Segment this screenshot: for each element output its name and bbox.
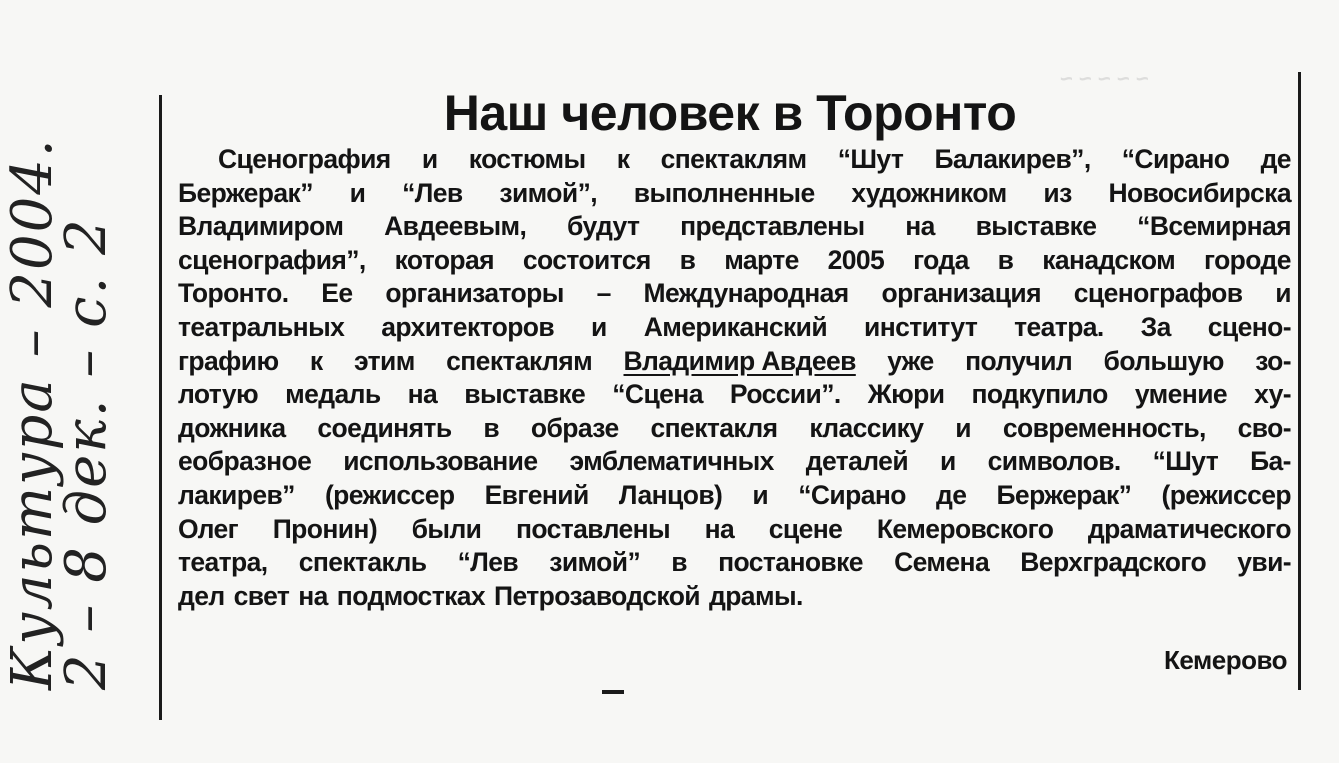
word: подкупило <box>971 379 1108 410</box>
body-line <box>178 546 1291 580</box>
word: “Шут <box>837 144 904 174</box>
word: (режиссер <box>324 479 455 510</box>
word: “Сирано <box>798 479 906 510</box>
word: Семена <box>894 547 990 578</box>
body-line <box>178 412 1291 446</box>
word: в <box>671 547 687 578</box>
body-line <box>178 177 1291 211</box>
bleed-through-text: ~ ~ ~ ~ ~ <box>1060 66 1149 91</box>
word: символов. <box>987 446 1121 477</box>
word: сценографов <box>1073 278 1243 309</box>
word: выполненные <box>633 177 815 208</box>
word: в <box>483 412 500 443</box>
word: на <box>905 211 935 242</box>
word: Ланцов) <box>618 479 723 510</box>
article-headline: Наш человек в Торонто <box>443 85 1017 141</box>
word: Американский <box>643 311 828 342</box>
body-line <box>178 445 1291 479</box>
word: организация <box>881 278 1041 309</box>
word: лотую <box>178 379 259 410</box>
word: За <box>1140 311 1171 342</box>
word: Пронин) <box>272 513 378 544</box>
word: и <box>1275 278 1291 309</box>
word: соединять <box>317 412 452 443</box>
word: Международная <box>643 278 849 309</box>
word: к <box>309 345 323 376</box>
word: медаль <box>285 379 381 410</box>
word: костюмы <box>468 144 586 174</box>
word: театра. <box>1014 311 1104 342</box>
word: большую <box>1103 345 1224 376</box>
word: “Сцена <box>612 379 703 410</box>
word: Балакирев”, <box>934 144 1091 174</box>
body-line <box>178 311 1291 345</box>
word: спектаклям <box>446 345 593 376</box>
word: архитекторов <box>381 311 555 342</box>
word: графию <box>178 345 279 376</box>
word: сцене <box>768 513 843 544</box>
body-line <box>178 479 1291 513</box>
word: к <box>616 144 630 174</box>
word: театральных <box>178 311 345 342</box>
word: Олег <box>178 513 239 544</box>
right-column-rule <box>1298 72 1301 690</box>
word: будут <box>567 211 640 242</box>
word: в <box>997 244 1014 275</box>
body-line <box>178 345 1291 379</box>
word: Новосибирска <box>1108 177 1291 208</box>
word: выставке <box>464 379 586 410</box>
word: России”. <box>729 379 841 410</box>
body-line <box>178 580 1291 614</box>
word: сценография”, <box>178 244 366 275</box>
word: Петрозаводской <box>494 580 700 611</box>
word: дожника <box>178 412 286 443</box>
word: и <box>349 177 366 208</box>
word: марте <box>724 244 799 275</box>
handwritten-note <box>0 70 119 690</box>
word: Бержерак” <box>996 479 1132 510</box>
word: состоится <box>522 244 651 275</box>
word: дел <box>178 580 225 611</box>
word: Кемеровского <box>876 513 1054 544</box>
word: ху- <box>1254 379 1291 410</box>
word: еобразное <box>178 446 312 477</box>
word: свет <box>233 580 290 611</box>
article-body <box>178 143 1291 613</box>
word: использование <box>343 446 538 477</box>
word: которая <box>394 244 495 275</box>
word: этим <box>353 345 415 376</box>
word: театра, <box>178 547 268 578</box>
word: и <box>421 144 438 174</box>
body-line <box>178 513 1291 547</box>
word: и <box>752 479 769 510</box>
word: городе <box>1204 244 1291 275</box>
body-line <box>178 378 1291 412</box>
body-line <box>178 277 1291 311</box>
word: и <box>939 446 956 477</box>
word: (режиссер <box>1161 479 1291 510</box>
article-signature: Кемерово <box>1164 645 1287 675</box>
word: представлены <box>680 211 865 242</box>
word: “Лев <box>402 177 463 208</box>
word: лакирев” <box>178 479 295 510</box>
word: из <box>1043 177 1072 208</box>
word: организаторы <box>385 278 564 309</box>
word: сво- <box>1237 412 1291 443</box>
word: – <box>596 278 611 309</box>
word: “Шут <box>1152 446 1219 477</box>
word: сцено- <box>1207 311 1291 342</box>
word: Владимиром <box>178 211 344 242</box>
word: Евгений <box>484 479 589 510</box>
word: на <box>298 580 328 611</box>
word: Бержерак” <box>178 177 313 208</box>
word: Жюри <box>867 379 945 410</box>
word: “Сирано <box>1121 144 1230 174</box>
body-line <box>178 210 1291 244</box>
word: канадском <box>1042 244 1176 275</box>
handwritten-line-1: Культура – 2004. <box>0 137 65 690</box>
word: подмостках <box>336 580 486 611</box>
left-column-rule <box>159 95 162 720</box>
word: постановке <box>718 547 863 578</box>
word: умение <box>1134 379 1228 410</box>
word: драмы. <box>709 580 803 611</box>
underlined-name: Владимир Авдеев <box>623 345 856 376</box>
word: были <box>411 513 482 544</box>
handwritten-line-2: 2 – 8 дек. – с. 2 <box>54 217 119 690</box>
word: зимой”, <box>499 177 597 208</box>
word: классику <box>809 412 924 443</box>
word: деталей <box>805 446 909 477</box>
word: и <box>955 412 971 443</box>
word: спектакль <box>298 547 427 578</box>
word: драматического <box>1087 513 1291 544</box>
body-line <box>178 244 1291 278</box>
word: эмблематичных <box>569 446 774 477</box>
word: Торонто. <box>178 278 289 309</box>
word: выставке <box>975 211 1097 242</box>
end-dash <box>602 690 624 694</box>
word: на <box>407 379 438 410</box>
word: на <box>704 513 735 544</box>
word: 2005 <box>827 244 885 275</box>
word: зимой” <box>549 547 641 578</box>
word: Ее <box>321 278 353 309</box>
word: года <box>913 244 969 275</box>
word: институт <box>864 311 978 342</box>
word: спектаклям <box>660 144 807 174</box>
word: “Всемирная <box>1137 211 1291 242</box>
word: Верхградского <box>1020 547 1207 578</box>
word: в <box>679 244 696 275</box>
word: образе <box>530 412 619 443</box>
word: поставлены <box>515 513 671 544</box>
word: Сценография <box>218 144 391 174</box>
word: получил <box>965 345 1073 376</box>
word: уже <box>887 345 934 376</box>
word: де <box>1260 144 1291 174</box>
body-line <box>178 143 1291 177</box>
word: “Лев <box>457 547 519 578</box>
word: современность, <box>1002 412 1206 443</box>
word: художником <box>851 177 1007 208</box>
word: спектакля <box>650 412 778 443</box>
word: Ба- <box>1250 446 1291 477</box>
word: де <box>935 479 967 510</box>
word: зо- <box>1255 345 1291 376</box>
word: Авдеевым, <box>384 211 527 242</box>
word: и <box>591 311 607 342</box>
word: уви- <box>1237 547 1291 578</box>
